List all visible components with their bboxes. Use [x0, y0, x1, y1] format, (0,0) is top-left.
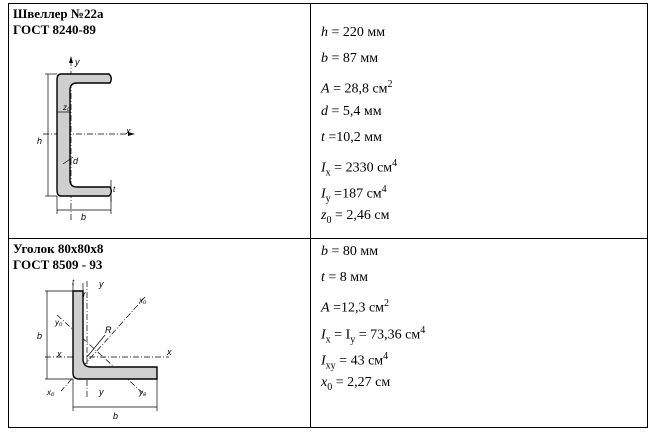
angle-props-cell: [311, 239, 648, 428]
t-label: t: [72, 279, 75, 287]
angle-standard: ГОСТ 8509 - 93: [13, 257, 103, 272]
x0-label-bottom: x₀: [47, 388, 55, 397]
h-label: h: [37, 136, 43, 146]
channel-standard: ГОСТ 8240-89: [13, 22, 96, 37]
angle-cell: [9, 239, 311, 428]
prop-line: $I_y =187$ $см^4$: [321, 184, 387, 205]
prop-line: A =12,3 $см^2$: [321, 298, 390, 317]
table-row: [9, 239, 648, 428]
x0-axis-label: x₀: [139, 296, 147, 305]
channel-name: Швеллер №22а: [13, 6, 104, 21]
channel-drawing: [23, 52, 173, 232]
prop-line: $z_0 = 2,46$ см: [321, 208, 390, 227]
prop-line: t =10,2 мм: [321, 129, 383, 145]
prop-line: b = 87 мм: [321, 51, 379, 67]
b-horizontal-label: b: [113, 411, 119, 421]
prop-line: t = 8 мм: [321, 270, 369, 286]
profile-table: [8, 3, 648, 428]
x-axis-label-left: x: [57, 349, 62, 359]
channel-title: [13, 6, 103, 38]
prop-line: $x_0 = 2,27$ см: [321, 374, 391, 393]
r-label: r: [83, 290, 86, 299]
b-vertical-label: b: [37, 331, 43, 341]
t-label: t: [113, 185, 116, 194]
R-label: R: [105, 325, 112, 335]
table-row: [9, 4, 648, 239]
prop-line: A = 28,8 $см^2$: [321, 79, 393, 98]
channel-props: [321, 20, 397, 230]
angle-props: [321, 239, 425, 396]
angle-drawing: [27, 279, 187, 429]
prop-line: b = 80 мм: [321, 244, 379, 259]
prop-line: $I_x = 2330$ $см^4$: [321, 157, 398, 179]
y-label-bottom: y: [99, 387, 104, 397]
x-axis-label-right: x: [167, 347, 172, 357]
y-axis-label: y: [75, 57, 80, 67]
b-label: b: [81, 212, 87, 222]
channel-props-cell: [311, 4, 648, 239]
y0-label-bottom: y₀: [139, 388, 147, 397]
channel-cell: [9, 4, 311, 239]
x-axis-label: x: [126, 126, 131, 136]
y-axis-label: y: [99, 279, 104, 289]
prop-line: d = 5,4 мм: [321, 103, 382, 119]
d-label: d: [73, 156, 79, 166]
prop-line: h = 220 мм: [321, 25, 386, 40]
channel-section: [57, 74, 111, 196]
prop-line: $I_x = I_y = 73,36$ $см^4$: [321, 324, 426, 346]
y0-label: y₀: [55, 318, 63, 327]
z0-label: z₀: [63, 103, 71, 112]
angle-title: [13, 241, 103, 273]
prop-line: $I_{xy} = 43$ $см^4$: [321, 350, 389, 372]
angle-name: Уголок 80х80х8: [13, 241, 104, 256]
